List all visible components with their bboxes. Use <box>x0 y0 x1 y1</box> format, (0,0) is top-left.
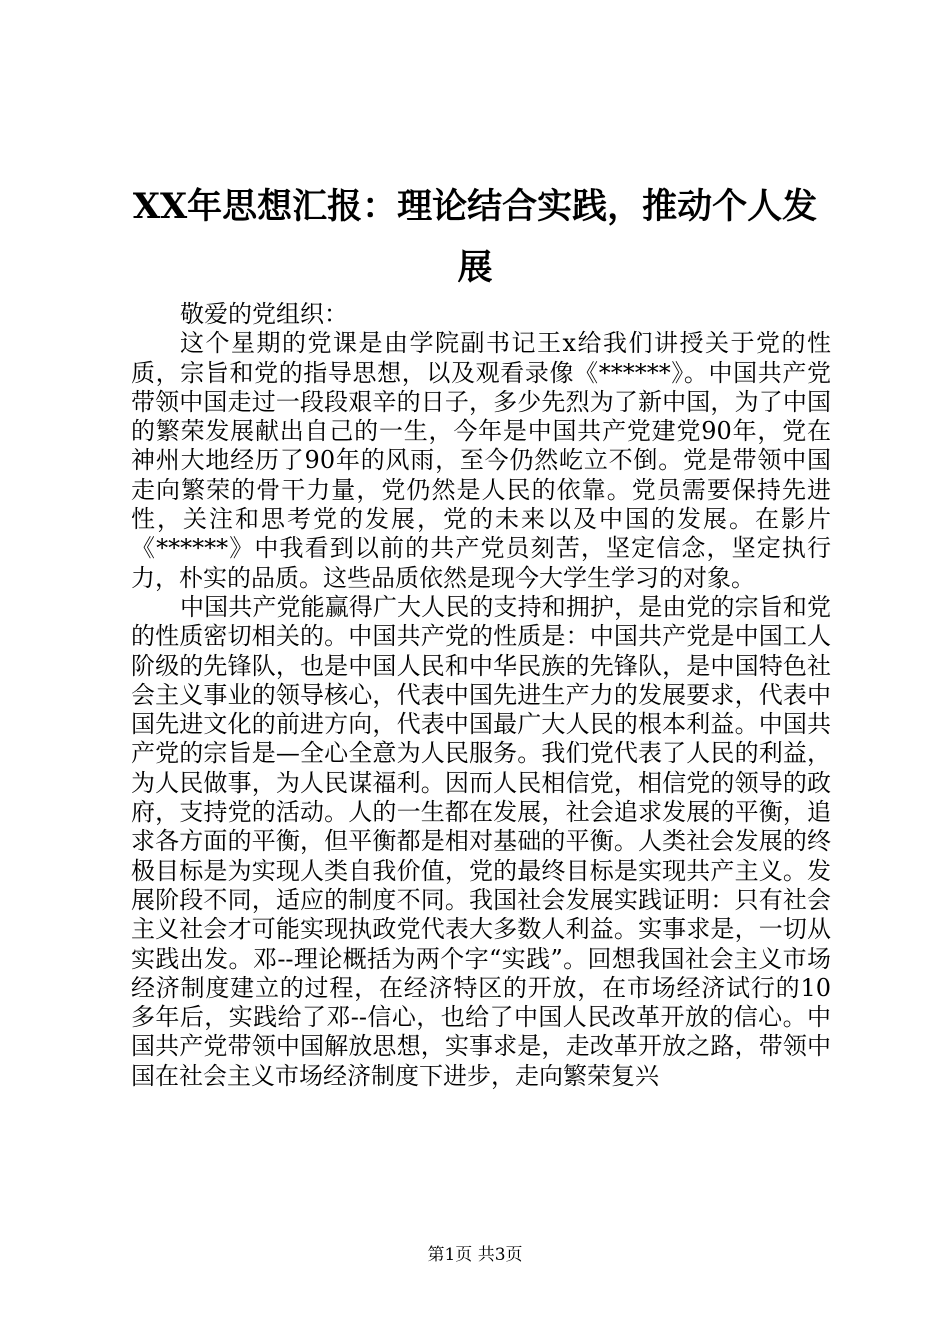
paragraph-1: 这个星期的党课是由学院副书记王x给我们讲授关于党的性质，宗旨和党的指导思想，以及观看录像《******》。中国共产党带领中国走过一段段艰辛的日子，多少先烈为了新中国，为了中国的繁荣发展献出自己的一生，今年是中国共产党建党90年，党在神州大地经历了90年的风雨，至今仍然屹立不倒。党是带领中国走向繁荣的骨干力量，党仍然是人民的依靠。党员需要保持先进性，关注和思考党的发展，党的未来以及中国的发展。在影片《******》中我看到以前的共产党员刻苦，坚定信念，坚定执行力，朴实的品质。这些品质依然是现今大学生学习的对象。 <box>131 329 831 592</box>
document-title: XX年思想汇报：理论结合实践，推动个人发展 <box>132 186 818 288</box>
paragraph-2: 中国共产党能赢得广大人民的支持和拥护，是由党的宗旨和党的性质密切相关的。中国共产党的性质是：中国共产党是中国工人阶级的先锋队，也是中国人民和中华民族的先锋队，是中国特色社会主义事业的领导核心，代表中国先进生产力的发展要求，代表中国先进文化的前进方向，代表中国最广大人民的根本利益。中国共产党的宗旨是—全心全意为人民服务。我们党代表了人民的利益，为人民做事，为人民谋福利。因而人民相信党，相信党的领导的政府，支持党的活动。人的一生都在发展，社会追求发展的平衡，追求各方面的平衡，但平衡都是相对基础的平衡。人类社会发展的终极目标是为实现人类自我价值，党的最终目标是实现共产主义。发展阶段不同，适应的制度不同。我国社会发展实践证明：只有社会主义社会才可能实现执政党代表大多数人利益。实事求是，一切从实践出发。邓--理论概括为两个字“实践”。回想我国社会主义市场经济制度建立的过程，在经济特区的开放，在市场经济试行的10多年后，实践给了邓--信心，也给了中国人民改革开放的信心。中国共产党带领中国解放思想，实事求是，走改革开放之路，带领中国在社会主义市场经济制度下进步，走向繁荣复兴 <box>131 592 831 1090</box>
salutation: 敬爱的党组织： <box>180 300 348 328</box>
page-footer: 第1页 共3页 <box>427 1245 523 1265</box>
document-body <box>131 300 831 1091</box>
